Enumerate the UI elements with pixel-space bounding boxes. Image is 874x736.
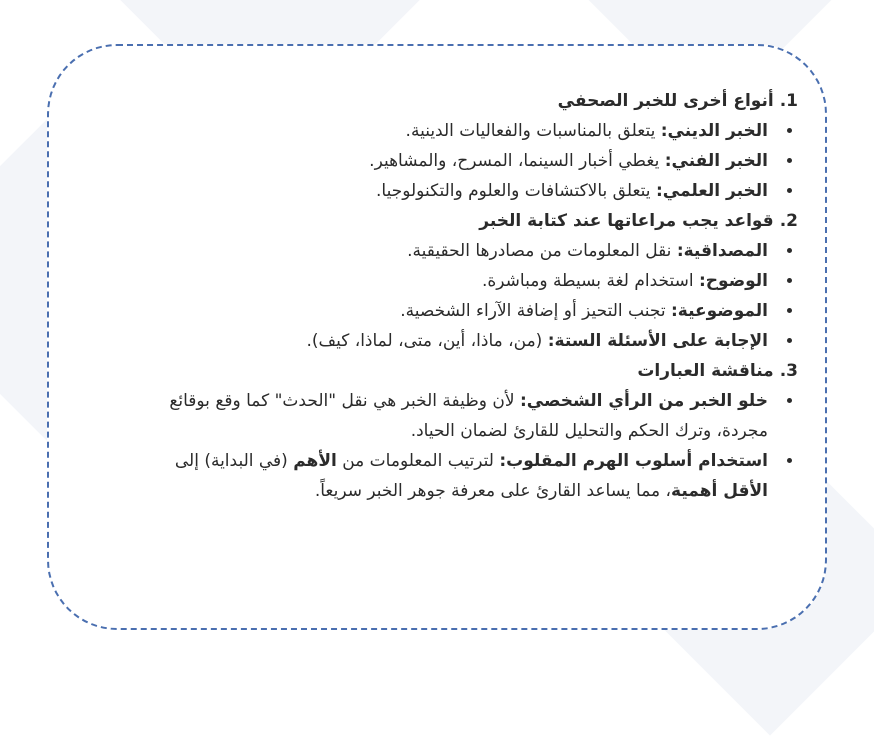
item-emphasis: الأقل أهمية [671,481,768,501]
item-text: ، مما يساعد القارئ على معرفة جوهر الخبر سريعاً. [314,481,672,501]
section-title: قواعد يجب مراعاتها عند كتابة الخبر [479,211,774,231]
section-number: 3. [779,361,798,381]
list-item [128,386,798,446]
section-heading-2 [98,206,798,236]
item-text: يتعلق بالاكتشافات والعلوم والتكنولوجيا. [376,181,656,201]
section-heading-1 [98,86,798,116]
document-content [98,86,798,506]
item-text: تجنب التحيز أو إضافة الآراء الشخصية. [400,301,671,321]
list-item [98,176,798,206]
section-number: 2. [779,211,798,231]
list-item [98,326,798,356]
bullet-list-1 [98,116,798,206]
item-text: يغطي أخبار السينما، المسرح، والمشاهير. [369,151,665,171]
list-item [98,116,798,146]
section-number: 1. [779,91,798,111]
item-term: الخبر الديني: [660,121,768,141]
item-text: نقل المعلومات من مصادرها الحقيقية. [407,241,677,261]
item-text: استخدام لغة بسيطة ومباشرة. [481,271,699,291]
bullet-list-2 [98,236,798,356]
section-title: أنواع أخرى للخبر الصحفي [557,91,774,111]
list-item [98,266,798,296]
section-heading-3 [98,356,798,386]
bullet-list-3 [98,386,798,506]
list-item [128,446,798,506]
item-emphasis: الأهم [293,451,337,471]
item-term: الوضوح: [698,271,768,291]
item-text: لترتيب المعلومات من [336,451,500,471]
item-term: الخبر العلمي: [655,181,768,201]
item-term: الموضوعية: [670,301,768,321]
item-text: (من، ماذا، أين، متى، لماذا، كيف). [306,331,548,351]
item-term: خلو الخبر من الرأي الشخصي: [519,391,768,411]
item-term: الخبر الفني: [664,151,768,171]
list-item [98,236,798,266]
item-text: يتعلق بالمناسبات والفعاليات الدينية. [405,121,661,141]
section-title: مناقشة العبارات [637,361,774,381]
list-item [98,296,798,326]
item-term: المصداقية: [676,241,768,261]
item-term: الإجابة على الأسئلة الستة: [547,331,768,351]
item-term: استخدام أسلوب الهرم المقلوب: [499,451,768,471]
list-item [98,146,798,176]
item-text: (في البداية) إلى [174,451,294,471]
item-text: لأن وظيفة الخبر هي نقل "الحدث" كما وقع بوقائع مجردة، وترك الحكم والتحليل للقارئ لضمان الحياد. [169,391,768,441]
